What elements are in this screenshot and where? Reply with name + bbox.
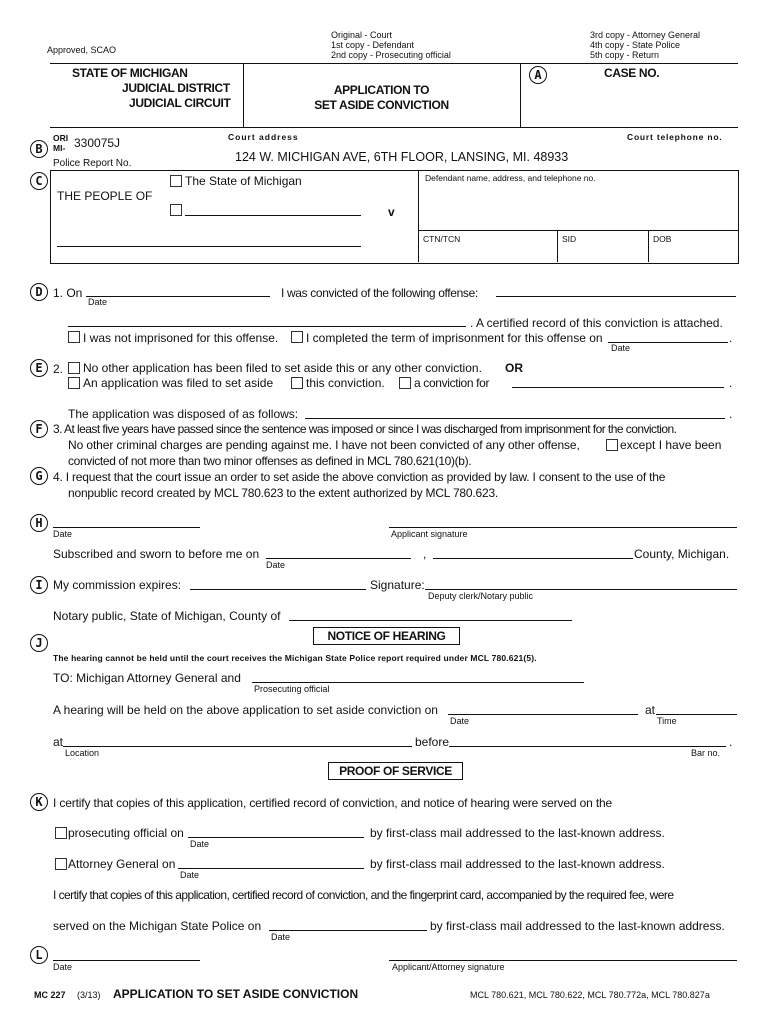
notice-warning: The hearing cannot be held until the court receives the Michigan State Police report required under MCL 780.621(5). [53,653,537,663]
sec1-on: 1. On [53,286,83,300]
disposed-label: The application was disposed of as follows: [68,407,299,421]
copies-left [331,30,451,60]
notary-signature-label: Signature: [370,578,425,592]
header-top-rule [50,63,738,64]
completed-term-checkbox[interactable] [291,331,303,343]
completed-date-label: Date [611,343,631,353]
marker-d: D [30,283,48,301]
prosecuting-served-label: prosecuting official on [68,826,184,840]
hearing-date-label: Date [450,716,470,726]
marker-l: L [30,946,48,964]
copy-3rd: 3rd copy - Attorney General [590,30,701,40]
notice-title: NOTICE OF HEARING [313,627,460,645]
location-field[interactable] [63,746,412,747]
a-conviction-checkbox[interactable] [399,377,411,389]
proof-certify2: I certify that copies of this application, certified record of conviction, and the fingerprint card, accompanied by the required fee, were [53,888,674,902]
msp-served-label: served on the Michigan State Police on [53,919,262,933]
footer-title: APPLICATION TO SET ASIDE CONVICTION [113,987,359,1001]
this-conviction-label: this conviction. [306,376,385,390]
hearing-label: A hearing will be held on the above application to set aside conviction on [53,703,438,717]
county-field[interactable] [433,558,633,559]
copy-1st: 1st copy - Defendant [331,40,415,50]
before-period: . [729,735,733,749]
sid-divider [557,230,558,262]
court-address-value[interactable]: 124 W. MICHIGAN AVE, 6TH FLOOR, LANSING, MI. 48933 [235,150,569,164]
applicant-date-field[interactable] [53,527,200,528]
ori-label: ORI [53,133,69,143]
sec4-line1: 4. I request that the court issue an order to set aside the above conviction as provided by law. I consent to the use of the [53,470,666,484]
prosecuting-served-checkbox[interactable] [55,827,67,839]
marker-a: A [529,66,547,84]
marker-i: I [30,576,48,594]
notary-county-field[interactable] [289,620,572,621]
hearing-time-field[interactable] [656,714,737,715]
ctn-rule [418,230,738,231]
bar-no-label: Bar no. [691,748,721,758]
notary-signature-field[interactable] [425,589,737,590]
hearing-at: at [645,703,656,717]
commission-label: My commission expires: [53,578,182,592]
applicant-signature-field[interactable] [389,527,737,528]
subscribed-label: Subscribed and sworn to before me on [53,547,260,561]
header-divider-2 [520,63,521,127]
completed-period: . [729,331,733,345]
before-field[interactable] [449,746,726,747]
or-label: OR [505,361,523,375]
sec4-line2: nonpublic record created by MCL 780.623 to the extent authorized by MCL 780.623. [68,486,499,500]
court-telephone-label: Court telephone no. [627,132,723,142]
app-filed-checkbox[interactable] [68,377,80,389]
marker-j: J [30,634,48,652]
court-address-label: Court address [228,132,299,142]
sec3-line2: No other criminal charges are pending against me. I have not been convicted of any other offense, [68,438,580,452]
prosecuting-served-date-field[interactable] [188,837,364,838]
location-at: at [53,735,64,749]
hearing-date-field[interactable] [448,714,638,715]
completed-term-label: I completed the term of imprisonment for this offense on [306,331,603,345]
subscribed-date-label: Date [266,560,286,570]
copy-4th: 4th copy - State Police [590,40,681,50]
sec2-num: 2. [53,362,64,376]
no-other-app-checkbox[interactable] [68,362,80,374]
proof-date-label: Date [53,962,73,972]
form-title-1: APPLICATION TO [333,83,430,97]
prosecuting-official-label: Prosecuting official [254,684,330,694]
ag-served-checkbox[interactable] [55,858,67,870]
versus-label: v [388,205,395,219]
marker-h: H [30,514,48,532]
sid-label: SID [562,234,577,244]
this-conviction-checkbox[interactable] [291,377,303,389]
a-conviction-field[interactable] [512,387,724,388]
marker-g: G [30,467,48,485]
sec1-certified: . A certified record of this conviction is attached. [470,316,723,330]
ctn-label: CTN/TCN [423,234,461,244]
ag-served-date-field[interactable] [178,868,364,869]
footer-form-no: MC 227 [34,990,66,1000]
app-filed-label: An application was filed to set aside [83,376,274,390]
form-title-2: SET ASIDE CONVICTION [314,98,449,112]
disposed-field[interactable] [305,418,725,419]
prosecuting-served-date-label: Date [190,839,210,849]
proof-title: PROOF OF SERVICE [328,762,463,780]
subscribed-comma: , [423,547,427,561]
commission-field[interactable] [190,589,366,590]
copy-5th: 5th copy - Return [590,50,660,60]
copy-original: Original - Court [331,30,393,40]
a-conviction-period: . [729,376,733,390]
people-of-label: THE PEOPLE OF [57,189,153,203]
deputy-label: Deputy clerk/Notary public [428,591,534,601]
applicant-date-label: Date [53,529,73,539]
marker-f: F [30,420,48,438]
other-party-checkbox[interactable] [170,204,182,216]
plaintiff-extra-field[interactable] [57,246,361,247]
police-report-label: Police Report No. [53,158,132,169]
footer-mcl: MCL 780.621, MCL 780.622, MCL 780.772a, MCL 780.827a [470,990,710,1000]
no-other-app-label: No other application has been filed to set aside this or any other conviction. [83,361,482,375]
marker-k: K [30,793,48,811]
applicant-attorney-signature-field[interactable] [389,960,737,961]
state-checkbox[interactable] [170,175,182,187]
mi-label: MI- [53,143,66,153]
not-imprisoned-checkbox[interactable] [68,331,80,343]
other-party-field[interactable] [185,215,361,216]
disposed-period: . [729,407,733,421]
sec1-convicted: I was convicted of the following offense: [281,286,478,300]
msp-served-date-label: Date [271,932,291,942]
applicant-attorney-signature-label: Applicant/Attorney signature [392,962,505,972]
copies-right [590,30,700,60]
notary-county-label: Notary public, State of Michigan, County of [53,609,281,623]
marker-c: C [30,172,48,190]
approved-label: Approved, SCAO [47,45,117,55]
except-label: except I have been [620,438,722,452]
proof-date-field[interactable] [53,960,200,961]
dob-label: DOB [653,234,672,244]
header-bottom-rule [50,127,738,128]
case-no-label: CASE NO. [604,66,660,80]
before-label: before [415,735,450,749]
hearing-time-label: Time [657,716,677,726]
msp-mail-label: by first-class mail addressed to the last-known address. [430,919,725,933]
marker-e: E [30,359,48,377]
county-label: County, Michigan. [634,547,730,561]
sec3-line1: 3. At least five years have passed since the sentence was imposed or since I was discharged from imprisonment for the conviction. [53,422,677,436]
conviction-date-label: Date [88,297,108,307]
not-imprisoned-label: I was not imprisoned for this offense. [83,331,279,345]
ag-mail-label: by first-class mail addressed to the last-known address. [370,857,665,871]
ag-served-date-label: Date [180,870,200,880]
msp-served-date-field[interactable] [269,930,427,931]
state-label: STATE OF MICHIGAN [72,66,188,80]
prosecuting-official-field[interactable] [252,682,584,683]
offense-field-1[interactable] [496,296,736,297]
parties-divider [418,170,419,262]
notice-to: TO: Michigan Attorney General and [53,671,241,685]
copy-2nd: 2nd copy - Prosecuting official [331,50,451,60]
circuit-label: JUDICIAL CIRCUIT [129,96,231,110]
ori-value[interactable]: 330075J [74,136,121,150]
prosecuting-mail-label: by first-class mail addressed to the last-known address. [370,826,665,840]
applicant-signature-label: Applicant signature [391,529,468,539]
district-label: JUDICIAL DISTRICT [122,81,230,95]
conviction-date-field[interactable] [86,296,270,297]
marker-b: B [30,140,48,158]
subscribed-date-field[interactable] [266,558,411,559]
except-checkbox[interactable] [606,439,618,451]
location-label: Location [65,748,100,758]
defendant-label: Defendant name, address, and telephone no. [425,173,596,183]
a-conviction-label: a conviction for [414,376,490,390]
offense-field-2[interactable] [68,326,466,327]
state-option-label: The State of Michigan [185,174,302,188]
proof-certify: I certify that copies of this application, certified record of conviction, and notice of hearing were served on the [53,796,613,810]
ag-served-label: Attorney General on [68,857,176,871]
footer-rev: (3/13) [77,990,101,1000]
dob-divider [648,230,649,262]
sec3-line3: convicted of not more than two minor offenses as defined in MCL 780.621(10)(b). [68,454,472,468]
